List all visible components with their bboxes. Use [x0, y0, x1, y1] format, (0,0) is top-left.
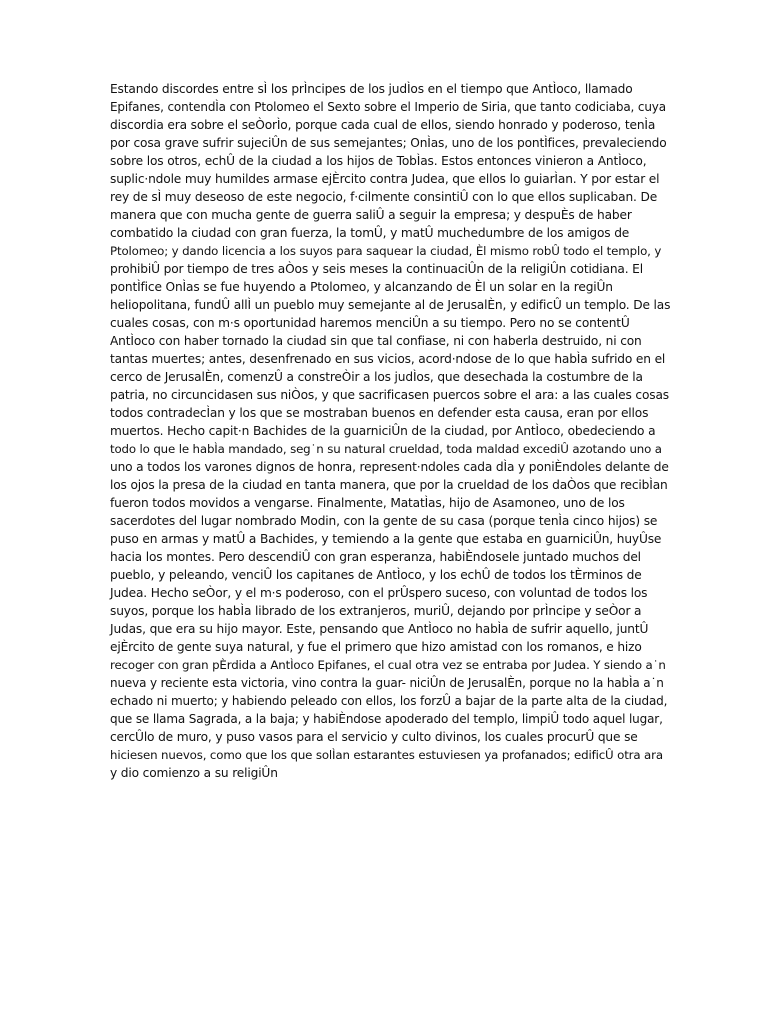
text-line: sacerdotes del lugar nombrado Modin, con la gente de su casa (porque tenÌa cinco hijos) se	[110, 514, 658, 528]
text-line: cerco de JerusalÈn, comenzÛ a constreÒir a los judÌos, que desechada la costumbre de la	[110, 370, 643, 384]
text-line: pueblo, y peleando, venciÛ los capitanes de AntÌoco, y los echÛ de todos los tÈrminos de	[110, 568, 642, 582]
text-line: suyos, porque los habÌa librado de los extranjeros, muriÛ, dejando por prÌncipe y seÒor a	[110, 604, 642, 618]
text-line: cercÛlo de muro, y puso vasos para el servicio y culto divinos, los cuales procurÛ que se	[110, 730, 638, 744]
text-line: discordia era sobre el seÒorÌo, porque cada cual de ellos, siendo honrado y poderoso, tenÌa	[110, 118, 656, 132]
text-line: hiciesen nuevos, como que los que solÌan estarantes estuviesen ya profanados; edificÛ otra ara	[110, 748, 663, 762]
text-line: uno a todos los varones dignos de honra, represent·ndoles cada dÌa y poniÈndoles delante de	[110, 460, 669, 474]
text-line: hacia los montes. Pero descendiÛ con gran esperanza, habiÈndosele juntado muchos del	[110, 550, 641, 564]
text-line: puso en armas y matÛ a Bachides, y temiendo a la gente que estaba en guarniciÛn, huyÛse	[110, 532, 662, 546]
text-line: heliopolitana, fundÛ allÌ un pueblo muy semejante al de JerusalÈn, y edificÛ un templo. De las	[110, 298, 671, 312]
text-line: rey de sÌ muy deseoso de este negocio, f·cilmente consintiÛ con lo que ellos suplicaban. De	[110, 190, 658, 204]
text-line: combatido la ciudad con gran fuerza, la tomÛ, y matÛ muchedumbre de los amigos de	[110, 226, 630, 240]
text-line: manera que con mucha gente de guerra saliÛ a seguir la empresa; y despuÈs de haber	[110, 208, 632, 222]
text-line: Ptolomeo; y dando licencia a los suyos para saquear la ciudad, Èl mismo robÛ todo el templo, y	[110, 244, 662, 258]
body-text	[110, 80, 670, 782]
text-line: ejÈrcito de gente suya natural, y fue el primero que hizo amistad con los romanos, e hizo	[110, 640, 642, 654]
text-line: pontÌfice OnÌas se fue huyendo a Ptolomeo, y alcanzando de Èl un solar en la regiÛn	[110, 280, 613, 294]
text-line: recoger con gran pÈrdida a AntÌoco Epifanes, el cual otra vez se entraba por Judea. Y siendo a˙n	[110, 658, 666, 672]
text-line: Epifanes, contendÌa con Ptolomeo el Sexto sobre el Imperio de Siria, que tanto codiciaba, cuya	[110, 100, 666, 114]
text-line: todo lo que le habÌa mandado, seg˙n su natural crueldad, toda maldad excediÛ azotando uno a	[110, 442, 662, 456]
text-line: nueva y reciente esta victoria, vino contra la guar- niciÛn de JerusalÈn, porque no la habÌa a˙n	[110, 676, 664, 690]
text-line: AntÌoco con haber tornado la ciudad sin que tal confiase, ni con haberla destruido, ni con	[110, 334, 642, 348]
text-line: por cosa grave sufrir sujeciÛn de sus semejantes; OnÌas, uno de los pontÌfices, prevaleciendo	[110, 136, 667, 150]
text-line: y dio comienzo a su religiÛn	[110, 766, 278, 780]
text-line: Estando discordes entre sÌ los prÌncipes de los judÌos en el tiempo que AntÌoco, llamado	[110, 82, 633, 96]
text-line: los ojos la presa de la ciudad en tanta manera, que por la crueldad de los daÒos que recibÌan	[110, 478, 668, 492]
text-line: sobre los otros, echÛ de la ciudad a los hijos de TobÌas. Estos entonces vinieron a AntÌoco,	[110, 154, 647, 168]
text-line: Judas, que era su hijo mayor. Este, pensando que AntÌoco no habÌa de sufrir aquello, juntÛ	[110, 622, 649, 636]
text-line: fueron todos movidos a vengarse. Finalmente, MatatÌas, hijo de Asamoneo, uno de los	[110, 496, 625, 510]
text-line: cuales cosas, con m·s oportunidad haremos menciÛn a su tiempo. Pero no se contentÛ	[110, 316, 630, 330]
text-line: prohibiÛ por tiempo de tres aÒos y seis meses la continuaciÛn de la religiÛn cotidiana. El	[110, 262, 643, 276]
text-line: Judea. Hecho seÒor, y el m·s poderoso, con el prÛspero suceso, con voluntad de todos los	[110, 586, 648, 600]
text-line: que se llama Sagrada, a la baja; y habiÈndose apoderado del templo, limpiÛ todo aquel lugar,	[110, 712, 663, 726]
text-line: echado ni muerto; y habiendo peleado con ellos, los forzÛ a bajar de la parte alta de la ciudad,	[110, 694, 668, 708]
text-line: todos contradecÌan y los que se mostraban buenos en defender esta causa, eran por ellos	[110, 406, 649, 420]
text-line: patria, no circuncidasen sus niÒos, y que sacrificasen puercos sobre el ara: a las cuales cosas	[110, 388, 669, 402]
text-line: tantas muertes; antes, desenfrenado en sus vicios, acord·ndose de lo que habÌa sufrido en el	[110, 352, 666, 366]
text-line: suplic·ndole muy humildes armase ejÈrcito contra Judea, que ellos lo guiarÌan. Y por estar el	[110, 172, 660, 186]
text-line: muertos. Hecho capit·n Bachides de la guarniciÛn de la ciudad, por AntÌoco, obedeciendo a	[110, 424, 656, 438]
